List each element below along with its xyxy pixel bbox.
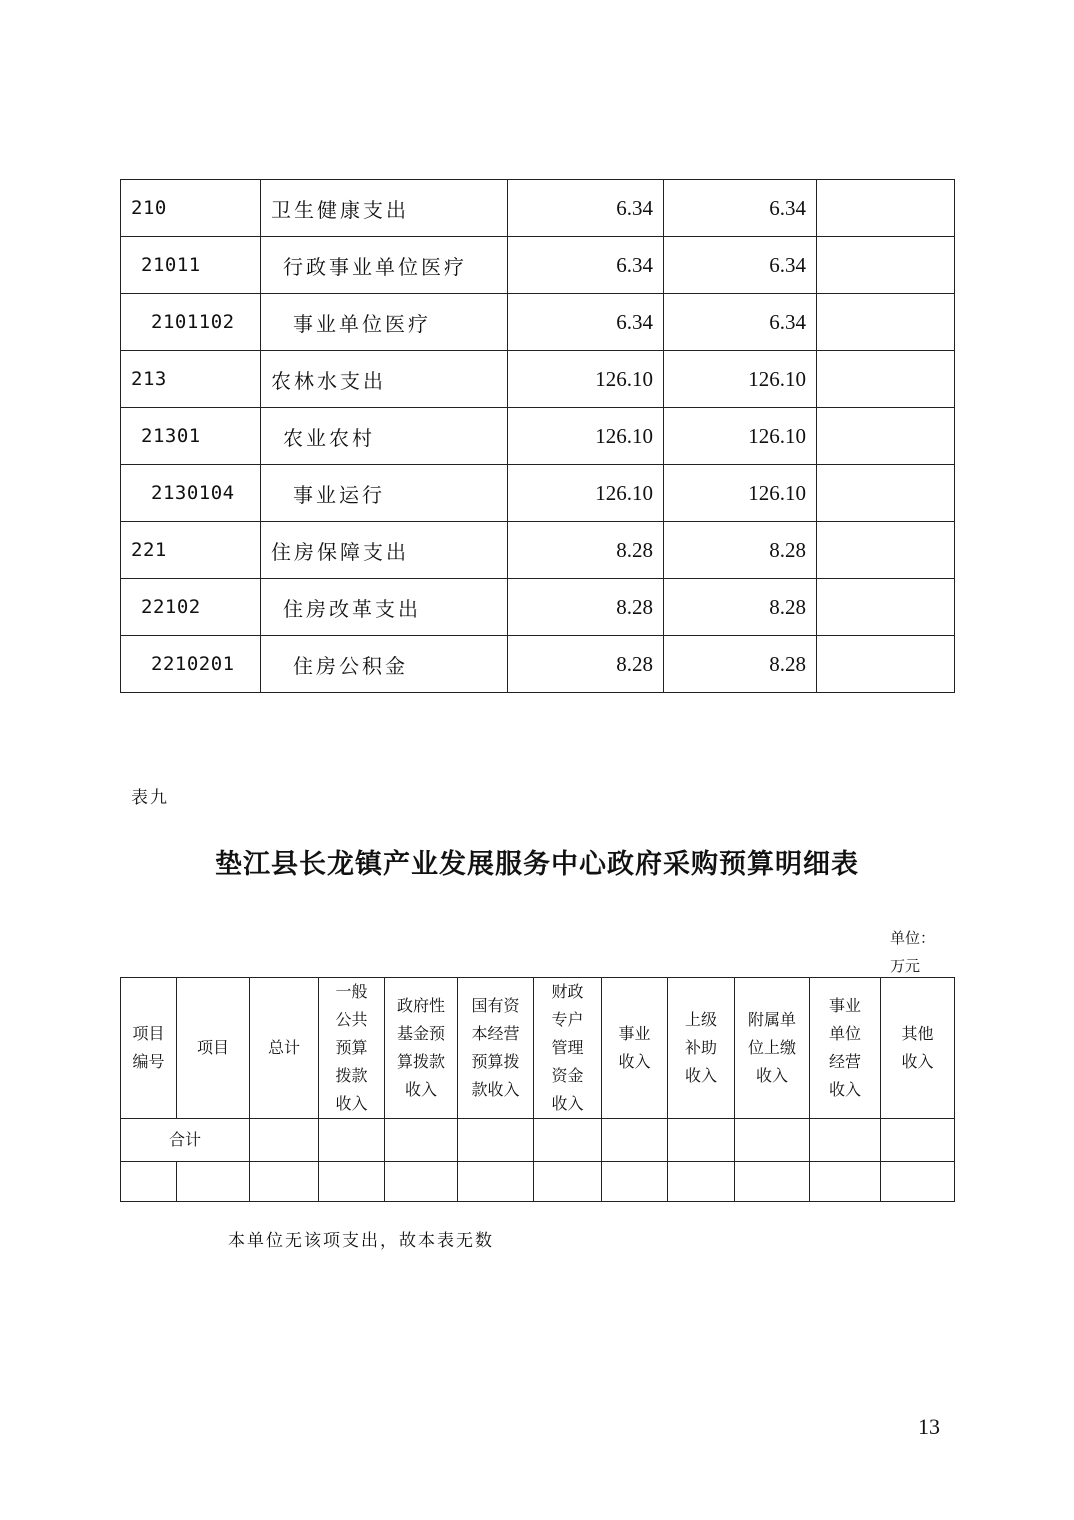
- row-amount: 6.34: [508, 294, 664, 351]
- table-row: [121, 351, 955, 408]
- table-cell: [121, 1162, 177, 1202]
- column-header: [385, 978, 458, 1119]
- table-row: [121, 294, 955, 351]
- row-name: 住房公积金: [261, 636, 508, 693]
- table-cell: [319, 1119, 385, 1162]
- table-row: [121, 408, 955, 465]
- column-header: [602, 978, 668, 1119]
- column-header-line: 收入: [404, 1080, 437, 1099]
- row-amount: [817, 465, 955, 522]
- column-header-line: 收入: [755, 1066, 788, 1085]
- column-header-line: 管理: [551, 1038, 584, 1057]
- table-cell: [458, 1162, 534, 1202]
- row-amount: [817, 237, 955, 294]
- column-header-line: 补助: [684, 1038, 717, 1057]
- table-cell: [250, 1119, 319, 1162]
- column-header-line: 收入: [618, 1052, 651, 1071]
- unit-label-line1: 单位：: [890, 929, 936, 947]
- table-cell: [810, 1119, 881, 1162]
- column-header-line: 公共: [335, 1010, 368, 1029]
- column-header-line: 事业: [618, 1024, 651, 1043]
- column-header-line: 一般: [335, 982, 368, 1001]
- unit-label-line2: 万元: [890, 957, 921, 975]
- row-amount: 8.28: [664, 636, 817, 693]
- column-header-line: 款收入: [471, 1080, 520, 1099]
- table-header-row: [121, 978, 955, 1119]
- table-cell: [385, 1162, 458, 1202]
- row-amount: 126.10: [508, 408, 664, 465]
- table-cell: [319, 1162, 385, 1202]
- page-number: 13: [918, 1414, 940, 1439]
- row-amount: 126.10: [664, 408, 817, 465]
- table-cell: [250, 1162, 319, 1202]
- column-header-line: 财政: [551, 982, 584, 1001]
- column-header-line: 经营: [828, 1052, 861, 1071]
- row-amount: [817, 522, 955, 579]
- column-header: [735, 978, 810, 1119]
- column-header: [810, 978, 881, 1119]
- row-code: 2210201: [121, 636, 261, 693]
- table-row: [121, 237, 955, 294]
- row-amount: 6.34: [664, 294, 817, 351]
- table-row: [121, 579, 955, 636]
- row-amount: 6.34: [664, 180, 817, 237]
- column-header-line: 拨款: [335, 1066, 368, 1085]
- table-row: [121, 522, 955, 579]
- row-amount: 8.28: [508, 636, 664, 693]
- column-header-line: 总计: [267, 1038, 300, 1057]
- column-header-line: 收入: [828, 1080, 861, 1099]
- row-name: 事业单位医疗: [261, 294, 508, 351]
- column-header-line: 国有资: [471, 996, 520, 1015]
- row-code: 2101102: [121, 294, 261, 351]
- table-cell: [602, 1162, 668, 1202]
- table-cell: [534, 1162, 602, 1202]
- row-amount: [817, 180, 955, 237]
- table-cell: [177, 1162, 250, 1202]
- column-header: [534, 978, 602, 1119]
- row-amount: 126.10: [508, 351, 664, 408]
- row-code: 21011: [121, 237, 261, 294]
- table-cell: [385, 1119, 458, 1162]
- column-header-line: 资金: [551, 1066, 584, 1085]
- column-header-line: 政府性: [396, 996, 445, 1015]
- column-header: [250, 978, 319, 1119]
- column-header-line: 收入: [551, 1094, 584, 1113]
- table-row: [121, 180, 955, 237]
- column-header: [319, 978, 385, 1119]
- budget-expenditure-table: [120, 179, 955, 693]
- table-label: 表九: [131, 788, 169, 808]
- table-cell: [810, 1162, 881, 1202]
- row-name: 卫生健康支出: [261, 180, 508, 237]
- column-header-line: 其他: [901, 1024, 934, 1043]
- column-header-line: 基金预: [396, 1024, 445, 1043]
- row-name: 农业农村: [261, 408, 508, 465]
- column-header: [881, 978, 955, 1119]
- column-header: [177, 978, 250, 1119]
- column-header-line: 收入: [335, 1094, 368, 1113]
- column-header-line: 单位: [828, 1024, 861, 1043]
- table-note: 本单位无该项支出，故本表无数: [228, 1231, 494, 1251]
- column-header: [668, 978, 735, 1119]
- row-code: 221: [121, 522, 261, 579]
- table-cell: [534, 1119, 602, 1162]
- row-code: 21301: [121, 408, 261, 465]
- row-code: 213: [121, 351, 261, 408]
- column-header-line: 项目: [132, 1024, 165, 1043]
- table-cell: [458, 1119, 534, 1162]
- row-amount: 6.34: [508, 180, 664, 237]
- row-name: 行政事业单位医疗: [261, 237, 508, 294]
- row-amount: [817, 351, 955, 408]
- row-code: 22102: [121, 579, 261, 636]
- table-cell: [602, 1119, 668, 1162]
- column-header-line: 项目: [196, 1038, 229, 1057]
- empty-row: [121, 1162, 955, 1202]
- table-row: [121, 465, 955, 522]
- row-amount: 8.28: [508, 522, 664, 579]
- column-header-line: 收入: [901, 1052, 934, 1071]
- column-header-line: 上级: [684, 1010, 717, 1029]
- document-title: 垫江县长龙镇产业发展服务中心政府采购预算明细表: [215, 849, 859, 880]
- total-row: [121, 1119, 955, 1162]
- column-header: [121, 978, 177, 1119]
- table-cell: [881, 1162, 955, 1202]
- table-cell: [668, 1162, 735, 1202]
- column-header-line: 收入: [684, 1066, 717, 1085]
- column-header: [458, 978, 534, 1119]
- column-header-line: 编号: [132, 1052, 165, 1071]
- column-header-line: 预算: [335, 1038, 368, 1057]
- row-amount: 8.28: [664, 579, 817, 636]
- table-cell: [881, 1119, 955, 1162]
- column-header-line: 算拨款: [396, 1052, 445, 1071]
- column-header-line: 本经营: [471, 1024, 520, 1043]
- row-amount: 126.10: [508, 465, 664, 522]
- row-amount: [817, 636, 955, 693]
- row-amount: 126.10: [664, 351, 817, 408]
- column-header-line: 预算拨: [471, 1052, 520, 1071]
- column-header-line: 专户: [551, 1010, 584, 1029]
- row-name: 事业运行: [261, 465, 508, 522]
- total-label: 合计: [121, 1119, 250, 1162]
- table-cell: [735, 1162, 810, 1202]
- row-name: 住房改革支出: [261, 579, 508, 636]
- row-amount: [817, 294, 955, 351]
- row-amount: 6.34: [508, 237, 664, 294]
- row-name: 农林水支出: [261, 351, 508, 408]
- row-amount: 8.28: [664, 522, 817, 579]
- row-code: 210: [121, 180, 261, 237]
- column-header-line: 事业: [828, 996, 861, 1015]
- table-cell: [668, 1119, 735, 1162]
- unit-label: [890, 924, 950, 980]
- row-amount: 6.34: [664, 237, 817, 294]
- row-amount: [817, 579, 955, 636]
- row-amount: 8.28: [508, 579, 664, 636]
- row-name: 住房保障支出: [261, 522, 508, 579]
- row-code: 2130104: [121, 465, 261, 522]
- table-row: [121, 636, 955, 693]
- procurement-budget-table: [120, 977, 955, 1202]
- column-header-line: 附属单: [747, 1010, 796, 1029]
- row-amount: [817, 408, 955, 465]
- column-header-line: 位上缴: [747, 1038, 796, 1057]
- row-amount: 126.10: [664, 465, 817, 522]
- table-cell: [735, 1119, 810, 1162]
